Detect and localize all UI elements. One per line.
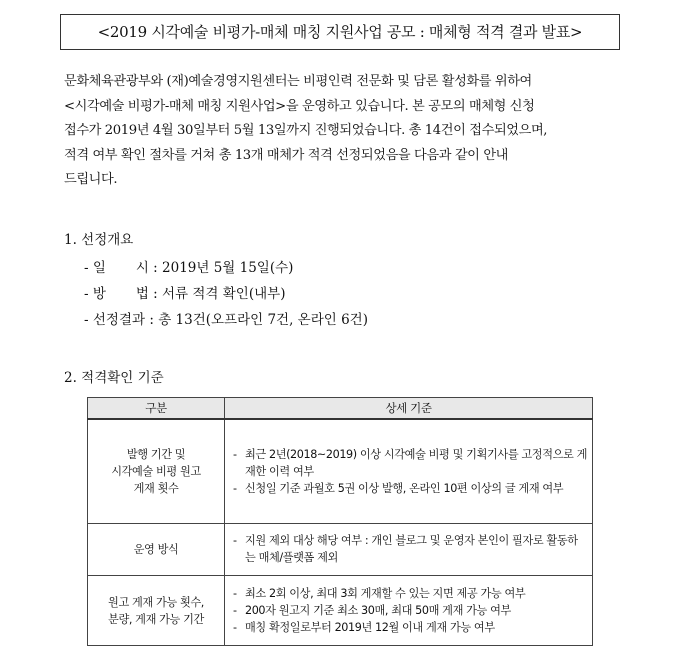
detail-dash: - <box>233 534 237 547</box>
table-row <box>88 419 593 524</box>
overview-item-method <box>84 282 285 302</box>
category-line: 원고 게재 가능 횟수, <box>108 595 204 609</box>
category-line: 시각예술 비평 원고 <box>111 465 201 478</box>
row-category <box>88 576 225 646</box>
intro-line: 드립니다. <box>64 172 118 187</box>
table-header-category: 구분 <box>88 398 225 420</box>
bullet-dash: - <box>84 286 89 302</box>
detail-item <box>233 446 588 480</box>
table-header-row <box>88 398 593 420</box>
category-line: 분량, 게재 가능 기간 <box>108 612 204 626</box>
row-category <box>88 419 225 524</box>
notice-title: <2019 시각예술 비평가-매체 매칭 지원사업 공모 : 매체형 적격 결과 발표> <box>60 14 620 50</box>
detail-item <box>233 619 588 636</box>
bullet-dash: - <box>84 312 89 328</box>
row-detail <box>225 576 593 646</box>
row-category <box>88 524 225 576</box>
item-separator: : <box>153 260 158 276</box>
intro-line: 문화체육관광부와 (재)예술경영지원센터는 비평인력 전문화 및 담론 활성화를 위하여 <box>64 74 532 89</box>
item-label <box>93 282 149 302</box>
category-line: 운영 방식 <box>133 543 179 556</box>
intro-paragraph <box>64 70 624 193</box>
item-label-char: 법 <box>135 286 149 302</box>
table-header-detail: 상세 기준 <box>225 398 593 420</box>
item-value: 서류 적격 확인(내부) <box>162 286 286 302</box>
item-separator: : <box>153 286 158 302</box>
table-row <box>88 524 593 576</box>
item-label: 선정결과 <box>92 312 146 328</box>
detail-dash: - <box>233 586 237 600</box>
overview-item-result <box>84 308 368 328</box>
detail-text: 지원 제외 대상 해당 여부 : 개인 블로그 및 운영자 본인이 필자로 활동하는 매체/플랫폼 제외 <box>245 534 578 564</box>
item-separator: : <box>149 312 154 328</box>
intro-line: 접수가 2019년 4월 30일부터 5월 13일까지 진행되었습니다. 총 14건이 접수되었으며, <box>64 123 548 138</box>
detail-text: 200자 원고지 기준 최소 30매, 최대 50매 게재 가능 여부 <box>245 603 511 617</box>
item-value: 2019년 5월 15일(수) <box>162 260 294 276</box>
category-line: 게재 횟수 <box>133 482 179 495</box>
item-label-char: 시 <box>135 260 149 276</box>
criteria-table <box>87 397 593 646</box>
detail-dash: - <box>233 447 237 461</box>
detail-text: 매칭 확정일로부터 2019년 12월 이내 게재 가능 여부 <box>245 620 495 634</box>
detail-text: 신청일 기준 과월호 5권 이상 발행, 온라인 10편 이상의 글 게재 여부 <box>245 481 564 495</box>
detail-dash: - <box>233 603 237 617</box>
detail-text: 최근 2년(2018~2019) 이상 시각예술 비평 및 기획기사를 고정적으로 게재한 이력 여부 <box>245 447 587 478</box>
row-detail <box>225 419 593 524</box>
section-heading-criteria: 2. 적격확인 기준 <box>64 370 164 386</box>
detail-text: 최소 2회 이상, 최대 3회 게재할 수 있는 지면 제공 가능 여부 <box>245 586 526 600</box>
item-label-char: 일 <box>92 260 106 276</box>
detail-dash: - <box>233 481 237 495</box>
item-label-char: 방 <box>92 286 106 302</box>
detail-dash: - <box>233 620 237 634</box>
section-heading-overview: 1. 선정개요 <box>64 232 134 248</box>
intro-line: <시각예술 비평가-매체 매칭 지원사업>을 운영하고 있습니다. 본 공모의 매체형 신청 <box>64 98 535 114</box>
category-line: 발행 기간 및 <box>126 448 186 461</box>
table-row <box>88 576 593 646</box>
detail-item <box>233 532 588 566</box>
item-label <box>93 256 149 276</box>
bullet-dash: - <box>84 260 89 276</box>
item-value: 총 13건(오프라인 7건, 온라인 6건) <box>158 312 368 328</box>
detail-item <box>233 480 588 497</box>
row-detail <box>225 524 593 576</box>
detail-item <box>233 602 588 619</box>
intro-line: 적격 여부 확인 절차를 거쳐 총 13개 매체가 적격 선정되었음을 다음과 같이 안내 <box>64 147 508 163</box>
overview-item-date <box>84 256 293 276</box>
detail-item <box>233 585 588 602</box>
